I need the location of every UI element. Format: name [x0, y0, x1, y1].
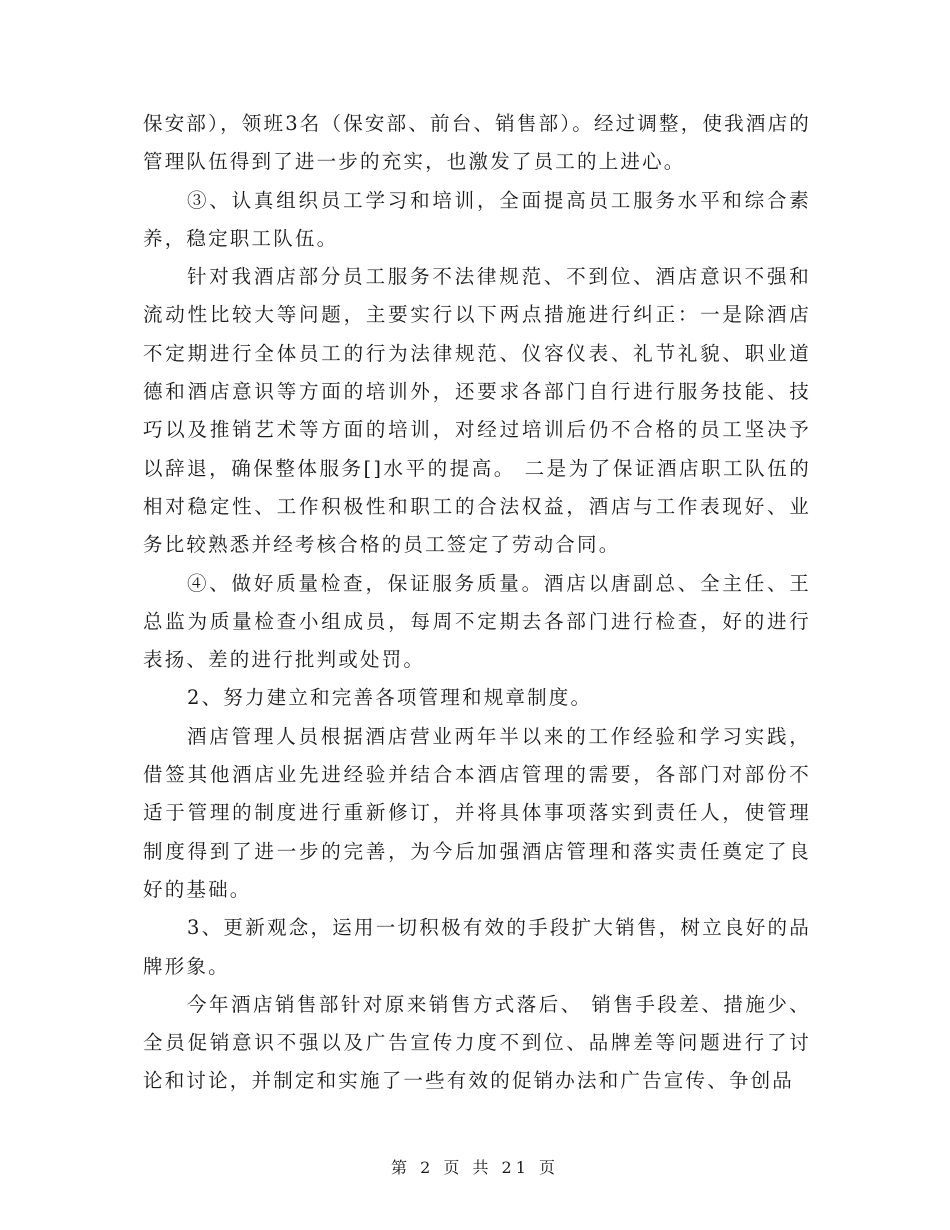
- paragraph-training-measures: 针对我酒店部分员工服务不法律规范、不到位、酒店意识不强和流动性比较大等问题，主要实行以下两点措施进行纠正：一是除酒店不定期进行全体员工的行为法律规范、仪容仪表、礼节礼貌、职业道德和酒店意识等方面的培训外，还要求各部门自行进行服务技能、技巧以及推销艺术等方面的培训，对经过培训后仍不合格的员工坚决予以辞退，确保整体服务[]水平的提高。 二是为了保证酒店职工队伍的相对稳定性、工作积极性和职工的合法权益，酒店与工作表现好、业务比较熟悉并经考核合格的员工签定了劳动合同。: [143, 265, 811, 557]
- paragraph-section-2-heading: 2、努力建立和完善各项管理和规章制度。: [187, 686, 593, 710]
- paragraph-section-3-heading: 3、更新观念，运用一切积极有效的手段扩大销售，树立良好的品牌形象。: [143, 916, 811, 978]
- paragraph-management-rules: 酒店管理人员根据酒店营业两年半以来的工作经验和学习实践，借签其他酒店业先进经验并结合本酒店管理的需要，各部门对部份不适于管理的制度进行重新修订，并将具体事项落实到责任人，使管理制度得到了进一步的完善，为今后加强酒店管理和落实责任奠定了良好的基础。: [143, 724, 811, 901]
- paragraph-item-4-quality-check: ④、做好质量检查，保证服务质量。酒店以唐副总、全主任、王总监为质量检查小组成员，每周不定期去各部门进行检查，好的进行表扬、差的进行批判或处罚。: [143, 571, 811, 672]
- document-body: [143, 105, 811, 1101]
- paragraph-continuation: 保安部），领班3名（保安部、前台、销售部）。经过调整，使我酒店的管理队伍得到了进一步的充实，也激发了员工的上进心。: [143, 112, 811, 174]
- paragraph-item-3-heading: ③、认真组织员工学习和培训，全面提高员工服务水平和综合素养，稳定职工队伍。: [143, 188, 811, 250]
- paragraph-sales-promotion: 今年酒店销售部针对原来销售方式落后、 销售手段差、措施少、全员促销意识不强以及广告宣传力度不到位、品牌差等问题进行了讨论和讨论，并制定和实施了一些有效的促销办法和广告宣传、争创品: [143, 992, 811, 1093]
- page-number-footer: 第 2 页 共 21 页: [391, 1158, 559, 1177]
